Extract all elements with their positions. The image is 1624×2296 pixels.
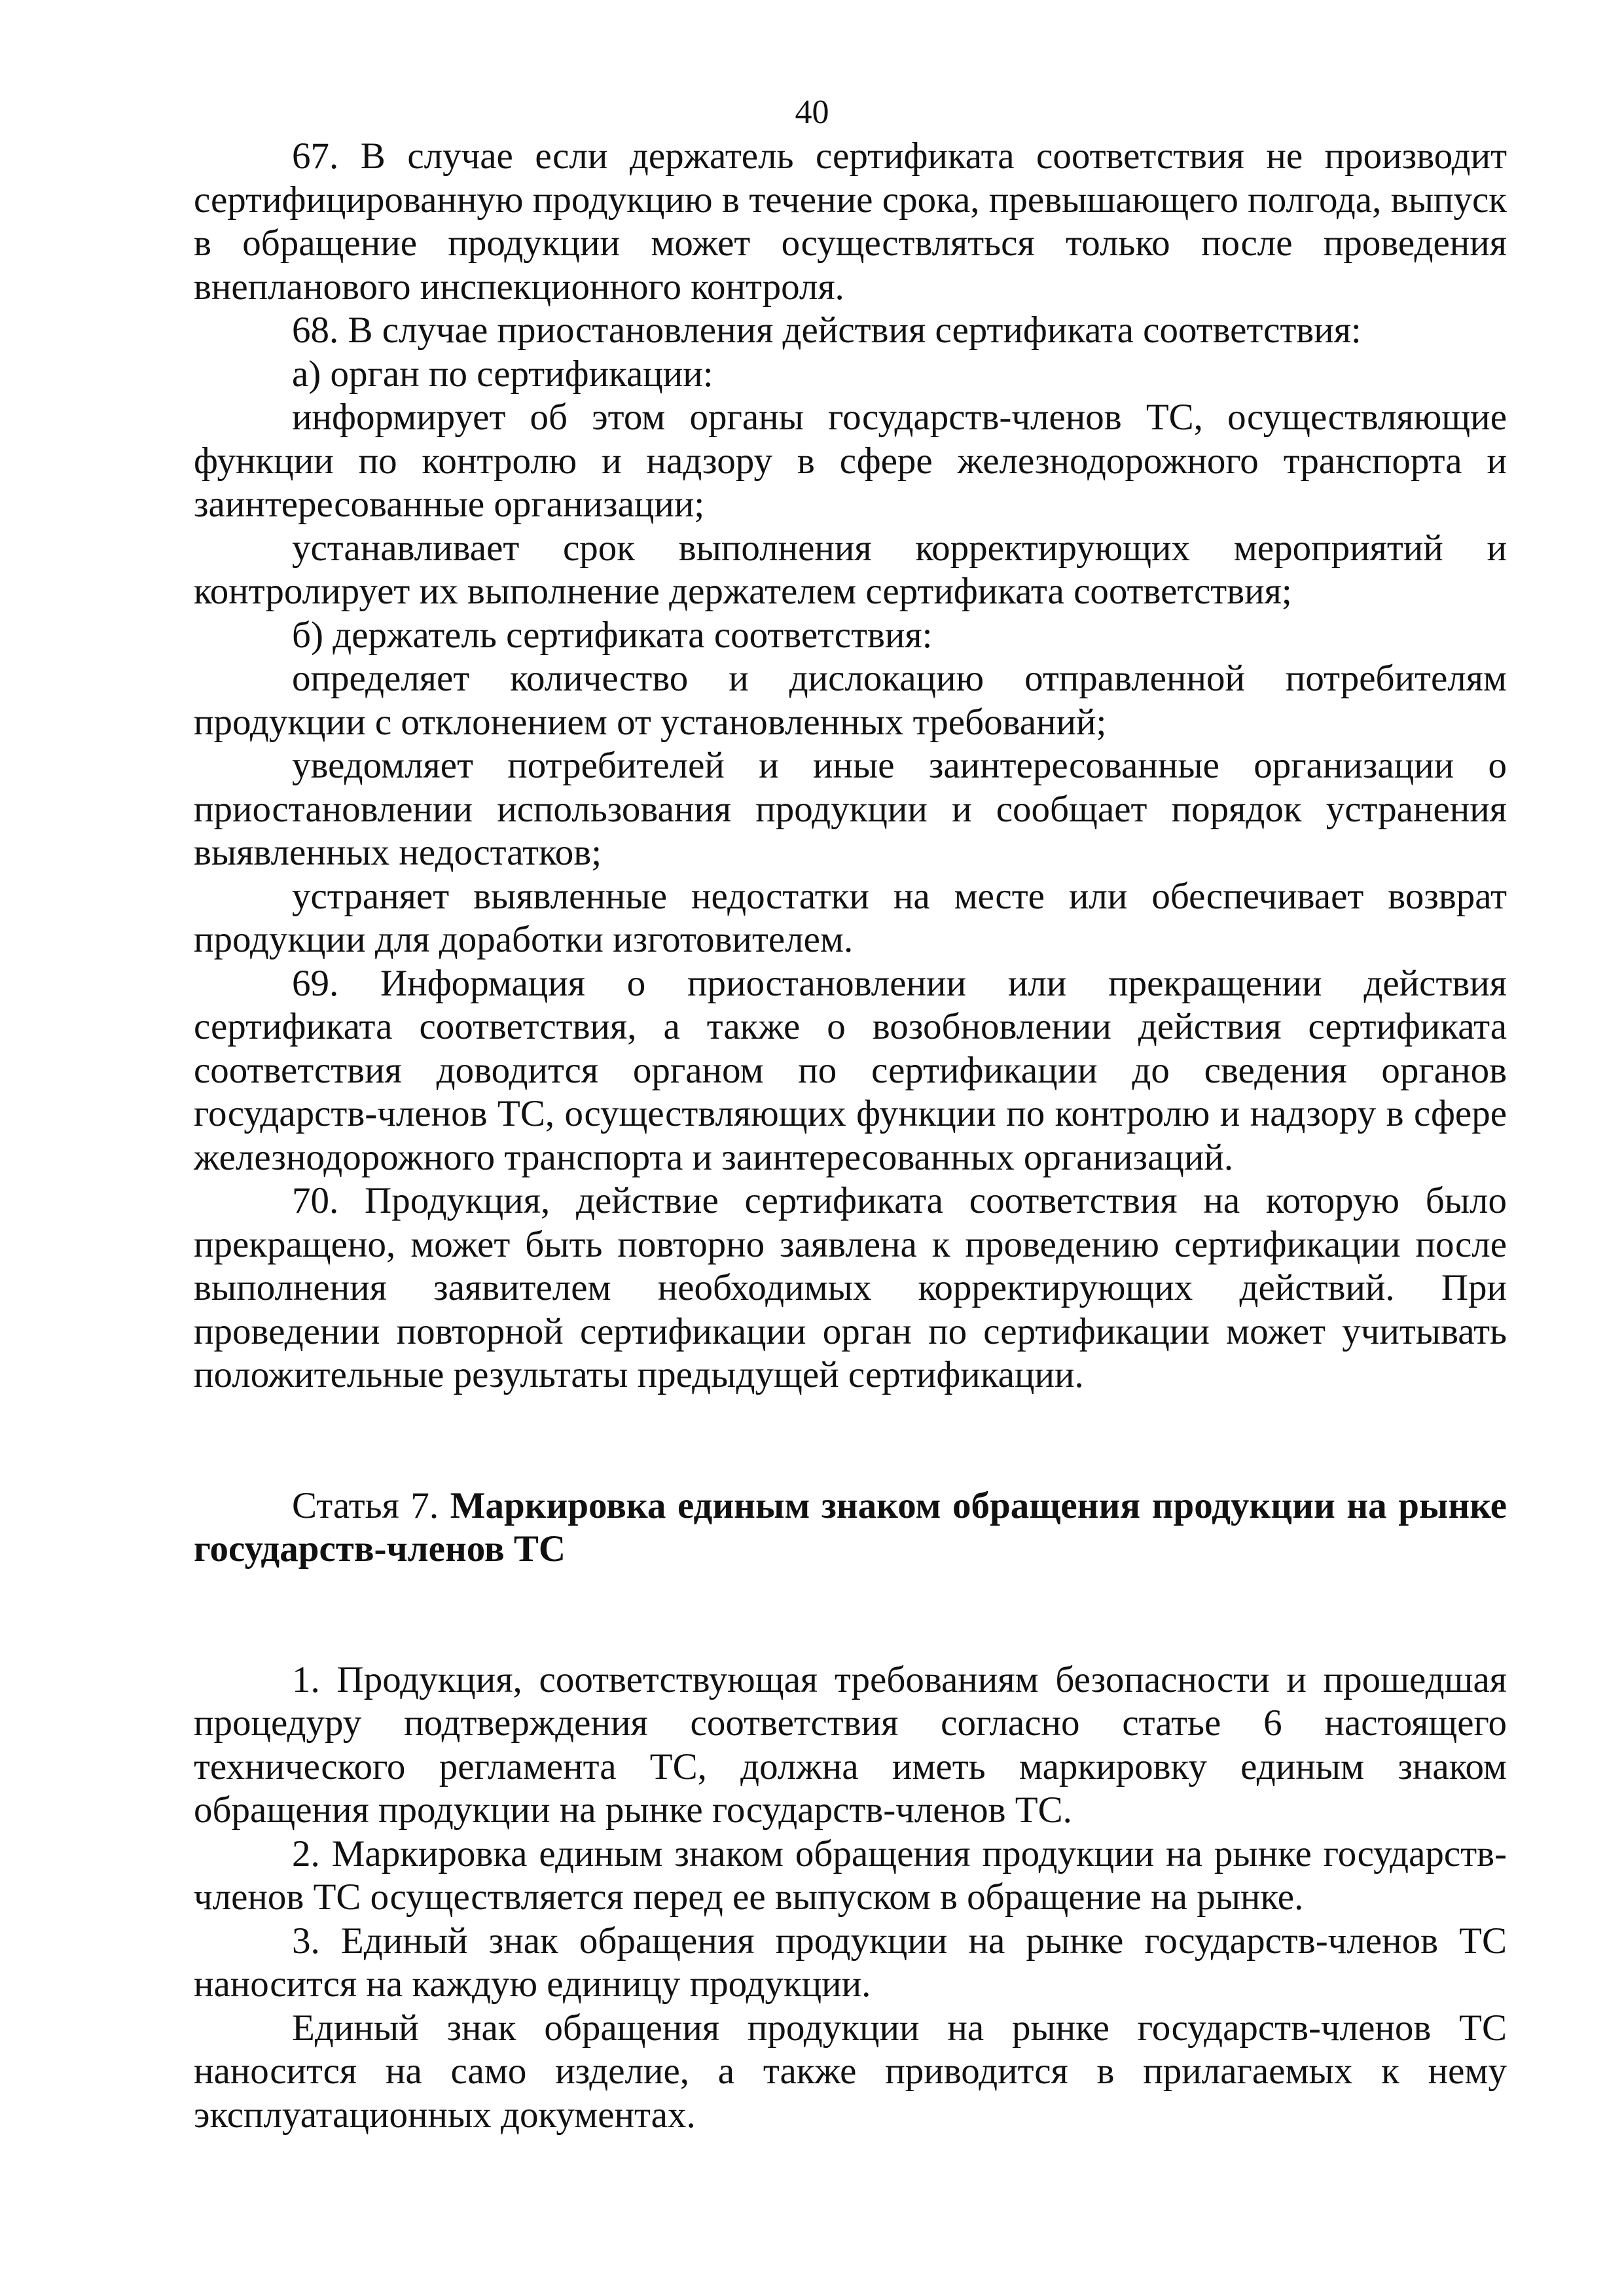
page-number: 40 [795,94,829,131]
paragraph-68-b-item-2: уведомляет потребителей и иные заинтересованные организации о приостановлении использования продукции и сообщает порядок устранения выявленных недостатков; [194,745,1507,873]
paragraph-67: 67. В случае если держатель сертификата соответствия не производит сертифицированную продукцию в течение срока, превышающего полгода, выпуск в обращение продукции может осуществляться только после проведения внепланового инспекционного контроля. [194,135,1507,308]
paragraph-68: 68. В случае приостановления действия сертификата соответствия: [292,310,1362,351]
article-paragraph-4: Единый знак обращения продукции на рынке государств-членов ТС наносится на само изделие, а также приводится в прилагаемых к нему эксплуатационных документах. [194,2007,1507,2136]
paragraph-68-b-item-1: определяет количество и дислокацию отправленной потребителям продукции с отклонением от установленных требований; [194,658,1507,743]
article-paragraph-2: 2. Маркировка единым знаком обращения продукции на рынке государств-членов ТС осуществляется перед ее выпуском в обращение на рынке. [194,1833,1507,1918]
article-heading [194,1484,1507,1571]
article-prefix: Статья 7. [292,1484,439,1526]
article-paragraph-1: 1. Продукция, соответствующая требованиям безопасности и прошедшая процедуру подтверждения соответствия согласно статье 6 настоящего технического регламента ТС, должна иметь маркировку единым знаком обращения продукции на рынке государств-членов ТС. [194,1659,1507,1831]
document-body [194,135,1507,2137]
paragraph-70: 70. Продукция, действие сертификата соответствия на которую было прекращено, может быть повторно заявлена к проведению сертификации после выполнения заявителем необходимых корректирующих действий. При проведении повторной сертификации орган по сертификации может учитывать положительные результаты предыдущей сертификации. [194,1180,1507,1395]
article-title: Маркировка единым знаком обращения продукции на рынке государств-членов ТС [194,1484,1507,1570]
paragraph-68-a-item-1: информирует об этом органы государств-членов ТС, осуществляющие функции по контролю и надзору в сфере железнодорожного транспорта и заинтересованные организации; [194,397,1507,525]
paragraph-68-a: а) орган по сертификации: [292,353,713,395]
paragraph-68-b: б) держатель сертификата соответствия: [292,614,933,656]
article-paragraph-3: 3. Единый знак обращения продукции на рынке государств-членов ТС наносится на каждую единицу продукции. [194,1920,1507,2005]
paragraph-68-b-item-3: устраняет выявленные недостатки на месте или обеспечивает возврат продукции для доработки изготовителем. [194,875,1507,960]
paragraph-68-a-item-2: устанавливает срок выполнения корректирующих мероприятий и контролирует их выполнение держателем сертификата соответствия; [194,527,1507,612]
paragraph-69: 69. Информация о приостановлении или прекращении действия сертификата соответствия, а также о возобновлении действия сертификата соответствия доводится органом по сертификации до сведения органов государств-членов ТС, осуществляющих функции по контролю и надзору в сфере железнодорожного транспорта и заинтересованных организаций. [194,962,1507,1178]
